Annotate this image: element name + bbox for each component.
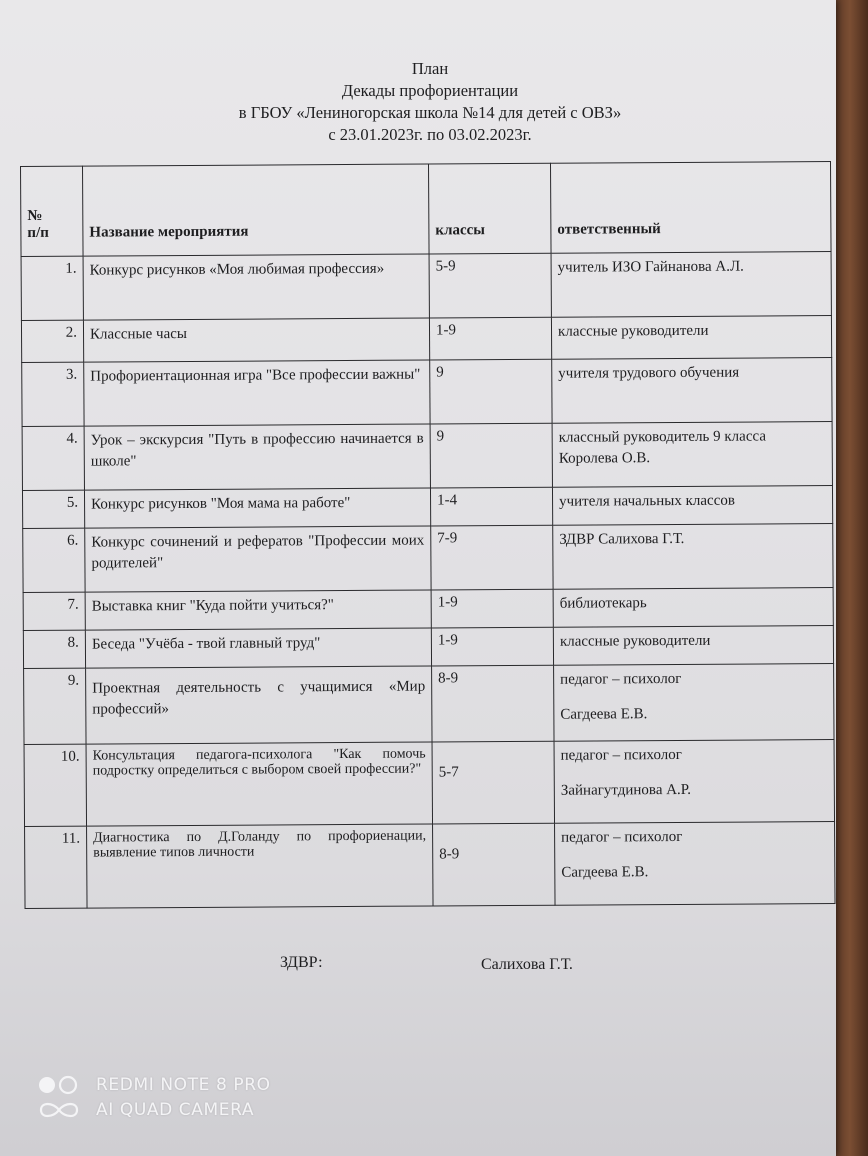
row-responsible-role: педагог – психолог [561,828,683,846]
camera-watermark [36,1072,271,1122]
camera-lens-dots-icon [36,1074,82,1096]
row-responsible: учитель ИЗО Гайнанова А.Л. [551,252,831,318]
row-event: Беседа "Учёба - твой главный труд" [85,628,431,668]
table-row [22,422,832,491]
title-school: в ГБОУ «Лениногорская школа №14 для детей с ОВЗ» [238,103,622,122]
signature-name: Салихова Г.Т. [481,956,573,973]
row-responsible: классные руководители [553,626,833,666]
row-event: Консультация педагога-психолога "Как помочь подростку определиться с выбором своей профессии?" [86,742,432,826]
row-responsible-name: Зайнагутдинова А.Р. [560,781,692,799]
title-plan: План [411,59,449,78]
table-row [23,588,833,631]
row-classes: 7-9 [431,525,553,590]
row-responsible: классные руководители [551,316,831,360]
row-responsible: учителя начальных классов [552,486,832,526]
row-event: Конкурс рисунков "Моя мама на работе" [84,488,430,528]
table-row [23,626,833,669]
infinity-icon [36,1099,82,1121]
row-responsible-role: педагог – психолог [560,670,682,688]
row-classes: 5-7 [432,741,554,824]
header-num-pp: п/п [27,224,49,241]
table-row [21,252,831,321]
row-number: 2. [21,320,83,362]
row-event: Классные часы [83,318,429,362]
row-event: Выставка книг "Куда пойти учиться?" [85,590,431,630]
row-event: Конкурс сочинений и рефератов "Профессии моих родителей" [85,526,431,592]
header-classes: классы [428,163,551,254]
row-responsible: классный руководитель 9 класса Королева О.В. [552,422,832,488]
row-classes: 1-9 [431,589,553,628]
table-row [23,524,833,593]
row-number: 8. [23,630,85,668]
row-event: Диагностика по Д.Голанду по профориенации, выявление типов личности [87,824,433,908]
table-row [22,486,832,529]
table-row [24,664,834,745]
row-event: Конкурс рисунков «Моя любимая профессия» [83,254,429,320]
row-number: 7. [23,592,85,630]
row-responsible-cell [554,664,834,742]
header-event-name: Название мероприятия [83,164,430,256]
row-classes: 8-9 [432,665,554,742]
header-responsible: ответственный [550,162,831,254]
watermark-camera: AI QUAD CAMERA [96,1099,255,1120]
table-header-row [21,162,832,257]
row-responsible-name: Сагдеева Е.В. [560,706,648,723]
row-classes: 5-9 [429,253,551,318]
title-dates: с 23.01.2023г. по 03.02.2023г. [328,125,532,144]
table-row [25,822,835,909]
row-event: Проектная деятельность с учащимися «Мир профессий» [86,666,432,744]
row-number: 4. [22,426,84,490]
row-responsible: ЗДВР Салихова Г.Т. [553,524,833,590]
watermark-model: REDMI NOTE 8 PRO [96,1074,271,1095]
title-decade: Декады профориентации [341,81,519,100]
row-number: 6. [23,528,85,592]
row-classes: 9 [430,359,552,424]
table-row [22,358,832,427]
row-classes: 9 [430,423,552,488]
row-responsible: библиотекарь [553,588,833,628]
table-row [21,316,831,363]
row-responsible: учителя трудового обучения [552,358,832,424]
row-event: Урок – экскурсия "Путь в профессию начинается в школе" [84,424,430,490]
signature-role: ЗДВР: [280,954,323,971]
row-number: 10. [24,744,86,826]
row-classes: 1-4 [430,487,552,526]
row-classes: 1-9 [431,627,553,666]
row-responsible-role: педагог – психолог [560,746,682,764]
row-number: 9. [24,668,86,744]
table-row [24,740,834,827]
header-num [21,166,84,256]
row-classes: 8-9 [433,823,555,906]
events-table [20,161,836,909]
row-classes: 1-9 [429,317,551,360]
header-num-symbol: № [27,207,43,224]
row-number: 3. [22,362,84,426]
row-number: 1. [21,256,83,320]
row-responsible-name: Сагдеева Е.В. [561,864,649,881]
row-number: 5. [22,490,84,528]
document-header [0,58,860,146]
row-number: 11. [25,826,87,908]
row-responsible-cell [554,740,834,824]
row-responsible-cell [555,822,835,906]
row-event: Профориентационная игра "Все профессии важны" [84,360,430,426]
